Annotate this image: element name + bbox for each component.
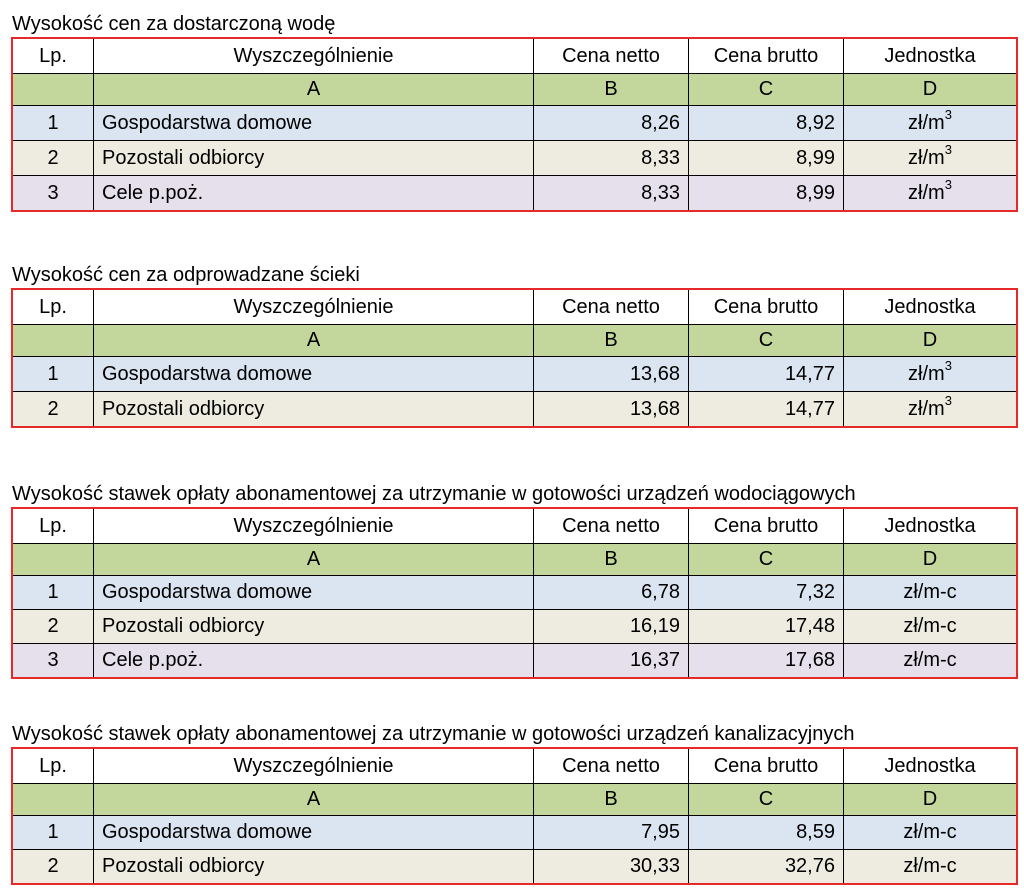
letter-d: D	[844, 784, 1017, 816]
row-lp: 2	[13, 392, 94, 427]
price-table	[12, 289, 1017, 427]
section-sewage-prices	[12, 263, 1016, 427]
section-sewage-subscription	[12, 722, 1016, 884]
letter-d: D	[844, 325, 1017, 357]
row-gross: 14,77	[689, 357, 844, 392]
header-gross: Cena brutto	[689, 749, 844, 784]
letters-row	[13, 74, 1017, 106]
header-name: Wyszczególnienie	[94, 39, 534, 74]
section-title: Wysokość cen za odprowadzane ścieki	[12, 264, 360, 286]
letter-empty	[13, 74, 94, 106]
row-lp: 2	[13, 141, 94, 176]
row-lp: 2	[13, 850, 94, 884]
row-unit: $zł/m^3$	[844, 176, 1017, 211]
row-net: 6,78	[534, 576, 689, 610]
section-water-prices	[12, 12, 1016, 211]
row-gross: 14,77	[689, 392, 844, 427]
row-lp: 1	[13, 576, 94, 610]
header-gross: Cena brutto	[689, 39, 844, 74]
letters-row	[13, 784, 1017, 816]
row-net: 8,33	[534, 176, 689, 211]
row-gross: 17,48	[689, 610, 844, 644]
row-lp: 2	[13, 610, 94, 644]
header-lp: Lp.	[13, 509, 94, 544]
row-unit: zł/m-c	[844, 816, 1017, 850]
header-row	[13, 749, 1017, 784]
header-name: Wyszczególnienie	[94, 509, 534, 544]
table-row	[13, 816, 1017, 850]
row-unit: $zł/m^3$	[844, 141, 1017, 176]
header-net: Cena netto	[534, 290, 689, 325]
letter-c: C	[689, 544, 844, 576]
row-net: 16,37	[534, 644, 689, 678]
letter-a: A	[94, 325, 534, 357]
row-name: Pozostali odbiorcy	[94, 392, 534, 427]
row-net: 8,33	[534, 141, 689, 176]
header-lp: Lp.	[13, 290, 94, 325]
row-name: Gospodarstwa domowe	[94, 816, 534, 850]
row-net: 16,19	[534, 610, 689, 644]
row-name: Pozostali odbiorcy	[94, 610, 534, 644]
row-net: 30,33	[534, 850, 689, 884]
table-row	[13, 576, 1017, 610]
header-lp: Lp.	[13, 749, 94, 784]
letter-d: D	[844, 74, 1017, 106]
letter-empty	[13, 325, 94, 357]
header-gross: Cena brutto	[689, 290, 844, 325]
price-table	[12, 508, 1017, 678]
table-row	[13, 106, 1017, 141]
row-lp: 3	[13, 176, 94, 211]
row-lp: 1	[13, 816, 94, 850]
row-gross: 8,99	[689, 176, 844, 211]
row-net: 13,68	[534, 357, 689, 392]
row-unit: $zł/m^3$	[844, 106, 1017, 141]
table-row	[13, 357, 1017, 392]
letter-b: B	[534, 74, 689, 106]
row-name: Gospodarstwa domowe	[94, 357, 534, 392]
letter-b: B	[534, 325, 689, 357]
row-unit: zł/m-c	[844, 850, 1017, 884]
section-water-subscription	[12, 482, 1016, 678]
header-unit: Jednostka	[844, 749, 1017, 784]
section-title: Wysokość stawek opłaty abonamentowej za utrzymanie w gotowości urządzeń kanalizacyjnych	[12, 723, 855, 745]
header-net: Cena netto	[534, 749, 689, 784]
row-gross: 17,68	[689, 644, 844, 678]
row-name: Gospodarstwa domowe	[94, 106, 534, 141]
row-gross: 7,32	[689, 576, 844, 610]
header-name: Wyszczególnienie	[94, 290, 534, 325]
row-gross: 8,99	[689, 141, 844, 176]
header-unit: Jednostka	[844, 509, 1017, 544]
row-unit: zł/m-c	[844, 576, 1017, 610]
row-gross: 8,59	[689, 816, 844, 850]
row-name: Pozostali odbiorcy	[94, 850, 534, 884]
header-net: Cena netto	[534, 509, 689, 544]
header-lp: Lp.	[13, 39, 94, 74]
row-unit: $zł/m^3$	[844, 357, 1017, 392]
letter-empty	[13, 544, 94, 576]
row-unit: zł/m-c	[844, 610, 1017, 644]
section-title: Wysokość stawek opłaty abonamentowej za utrzymanie w gotowości urządzeń wodociągowych	[12, 483, 856, 505]
row-net: 7,95	[534, 816, 689, 850]
row-name: Cele p.poż.	[94, 176, 534, 211]
row-net: 8,26	[534, 106, 689, 141]
table-row	[13, 176, 1017, 211]
row-name: Pozostali odbiorcy	[94, 141, 534, 176]
table-row	[13, 850, 1017, 884]
letter-b: B	[534, 544, 689, 576]
header-unit: Jednostka	[844, 290, 1017, 325]
letter-c: C	[689, 325, 844, 357]
row-name: Cele p.poż.	[94, 644, 534, 678]
row-lp: 3	[13, 644, 94, 678]
header-row	[13, 39, 1017, 74]
row-name: Gospodarstwa domowe	[94, 576, 534, 610]
table-row	[13, 141, 1017, 176]
letter-a: A	[94, 544, 534, 576]
letters-row	[13, 325, 1017, 357]
row-unit: $zł/m^3$	[844, 392, 1017, 427]
table-row	[13, 644, 1017, 678]
row-net: 13,68	[534, 392, 689, 427]
letter-a: A	[94, 74, 534, 106]
price-table	[12, 748, 1017, 884]
row-unit: zł/m-c	[844, 644, 1017, 678]
row-gross: 8,92	[689, 106, 844, 141]
header-name: Wyszczególnienie	[94, 749, 534, 784]
header-net: Cena netto	[534, 39, 689, 74]
letter-empty	[13, 784, 94, 816]
header-gross: Cena brutto	[689, 509, 844, 544]
header-row	[13, 290, 1017, 325]
price-table	[12, 38, 1017, 211]
row-gross: 32,76	[689, 850, 844, 884]
letter-d: D	[844, 544, 1017, 576]
table-row	[13, 392, 1017, 427]
letter-b: B	[534, 784, 689, 816]
row-lp: 1	[13, 357, 94, 392]
section-title: Wysokość cen za dostarczoną wodę	[12, 13, 336, 35]
header-row	[13, 509, 1017, 544]
letter-c: C	[689, 74, 844, 106]
letter-a: A	[94, 784, 534, 816]
header-unit: Jednostka	[844, 39, 1017, 74]
letter-c: C	[689, 784, 844, 816]
table-row	[13, 610, 1017, 644]
letters-row	[13, 544, 1017, 576]
row-lp: 1	[13, 106, 94, 141]
